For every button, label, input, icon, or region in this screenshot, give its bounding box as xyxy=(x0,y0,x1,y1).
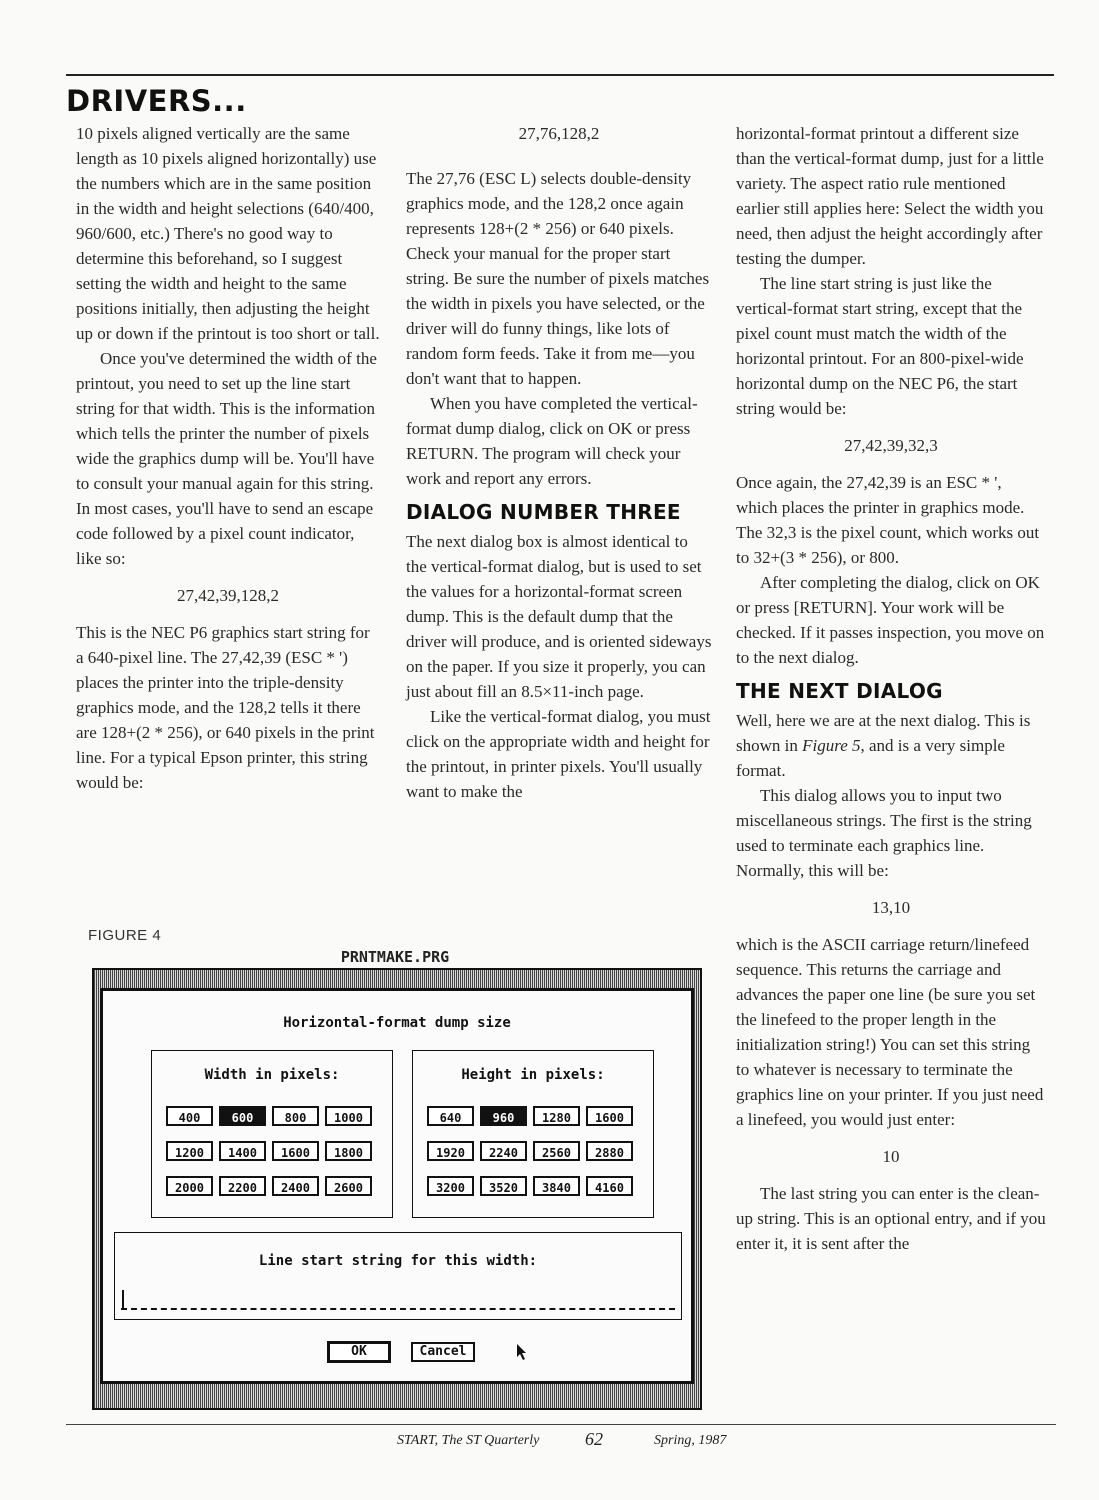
width-options xyxy=(166,1106,380,1196)
height-option-button[interactable]: 3520 xyxy=(480,1176,527,1196)
arrow-pointer-icon xyxy=(516,1343,528,1361)
code-string: 27,42,39,32,3 xyxy=(844,436,938,455)
height-option-button[interactable]: 3840 xyxy=(533,1176,580,1196)
height-options xyxy=(427,1106,641,1196)
width-option-button[interactable]: 2600 xyxy=(325,1176,372,1196)
code-string: 27,42,39,128,2 xyxy=(177,586,279,605)
paragraph: horizontal-format printout a different size than the vertical-format dump, just for a little variety. The aspect ratio rule mentioned earlier still applies here: Select the width you need, then adjust the height accordingly after testing the dumper. xyxy=(736,124,1044,268)
paragraph: This is the NEC P6 graphics start string for a 640-pixel line. The 27,42,39 (ESC * ') places the printer into the triple-density graphics mode, and the 128,2 tells it there are 128+(2 * 256), or 640 pixels in the print line. For a typical Epson printer, this string would be: xyxy=(76,623,375,792)
height-option-button[interactable]: 2880 xyxy=(586,1141,633,1161)
subheading: DIALOG NUMBER THREE xyxy=(406,500,681,524)
width-option-button[interactable]: 2400 xyxy=(272,1176,319,1196)
line-start-input[interactable] xyxy=(121,1296,675,1310)
width-option-button[interactable]: 2000 xyxy=(166,1176,213,1196)
paragraph: The line start string is just like the vertical-format start string, except that the pixel count must match the width of the horizontal printout. For an 800-pixel-wide horizontal dump on the NEC P6, the start string would be: xyxy=(736,274,1024,418)
paragraph: The 27,76 (ESC L) selects double-density graphics mode, and the 128,2 once again represents 128+(2 * 256) or 640 pixels. Check your manual for the proper start string. Be sure the number of pixels matches the width in pixels you have selected, or the driver will do funny things, like lots of random form feeds. Take it from me—you don't want that to happen. xyxy=(406,169,710,388)
code-string: 10 xyxy=(882,1147,900,1166)
paragraph: Once you've determined the width of the printout, you need to set up the line start string for that width. This is the information which tells the printer the number of pixels wide the graphics dump will be. You'll have to consult your manual again for this string. In most cases, you'll have to send an escape code followed by a pixel count indicator, like so: xyxy=(76,349,377,568)
width-option-button[interactable]: 1400 xyxy=(219,1141,266,1161)
bottom-rule xyxy=(66,1424,1056,1425)
line-start-group xyxy=(114,1232,682,1320)
paragraph: After completing the dialog, click on OK or press [RETURN]. Your work will be checked. If it passes inspection, you move on to the next dialog. xyxy=(736,573,1045,667)
dialog-title: Horizontal-format dump size xyxy=(283,1015,511,1031)
height-option-button[interactable]: 2240 xyxy=(480,1141,527,1161)
paragraph: The last string you can enter is the clean-up string. This is an optional entry, and if you enter it, it is sent after the xyxy=(736,1184,1046,1253)
width-option-button[interactable]: 1800 xyxy=(325,1141,372,1161)
width-option-button[interactable]: 1200 xyxy=(166,1141,213,1161)
page-number: 62 xyxy=(585,1429,603,1449)
footer-publication: START, The ST Quarterly xyxy=(397,1433,540,1448)
column-1 xyxy=(76,121,380,795)
subheading: THE NEXT DIALOG xyxy=(736,679,943,703)
dialog-box xyxy=(100,988,694,1384)
code-string: 27,76,128,2 xyxy=(518,124,600,143)
width-label: Width in pixels: xyxy=(204,1067,340,1083)
width-option-button[interactable]: 2200 xyxy=(219,1176,266,1196)
section-title: DRIVERS... xyxy=(66,84,247,118)
paragraph xyxy=(736,708,1046,783)
height-option-button[interactable]: 3200 xyxy=(427,1176,474,1196)
figure-dialog-screenshot xyxy=(88,948,702,1408)
height-option-button[interactable]: 4160 xyxy=(586,1176,633,1196)
height-group xyxy=(412,1050,654,1218)
height-label: Height in pixels: xyxy=(461,1067,605,1083)
paragraph: Once again, the 27,42,39 is an ESC * ', which places the printer in graphics mode. The 32,3 is the pixel count, which works out to 32+(3 * 256), or 800. xyxy=(736,473,1040,567)
height-option-button[interactable]: 1920 xyxy=(427,1141,474,1161)
width-group xyxy=(151,1050,393,1218)
column-2 xyxy=(406,121,712,804)
paragraph: 10 pixels aligned vertically are the same length as 10 pixels aligned horizontally) use the numbers which are in the same position in the width and height selections (640/400, 960/600, etc.) There's no good way to determine this beforehand, so I suggest setting the width and height to the same positions initially, then adjusting the height up or down if the printout is too short or tall. xyxy=(76,124,380,343)
text-run: Well, here we are at the next dialog. This is shown in xyxy=(736,711,1031,755)
height-option-button[interactable]: 1280 xyxy=(533,1106,580,1126)
paragraph: which is the ASCII carriage return/linefeed sequence. This returns the carriage and advances the paper one line (be sure you set the linefeed to the proper length in the initialization string!) You can set this string to whatever is necessary to terminate the graphics line on your printer. If you just need a linefeed, you would just enter: xyxy=(736,935,1044,1129)
height-option-button[interactable]: 2560 xyxy=(533,1141,580,1161)
cancel-button[interactable]: Cancel xyxy=(411,1342,475,1362)
width-option-button[interactable]: 1600 xyxy=(272,1141,319,1161)
column-3 xyxy=(736,121,1046,1256)
height-option-button[interactable]: 1600 xyxy=(586,1106,633,1126)
window-title: PRNTMAKE.PRG xyxy=(340,948,450,966)
text-run: , and is a very simple format. xyxy=(736,736,1005,780)
code-string: 13,10 xyxy=(871,898,911,917)
ok-button[interactable]: OK xyxy=(327,1341,391,1363)
width-option-button[interactable]: 600 xyxy=(219,1106,266,1126)
width-option-button[interactable]: 800 xyxy=(272,1106,319,1126)
paragraph: The next dialog box is almost identical to the vertical-format dialog, but is used to set the values for a horizontal-format screen dump. This is the default dump that the driver will produce, and is oriented sideways on the paper. If you size it properly, you can just about fill an 8.5×11-inch page. xyxy=(406,532,712,701)
paragraph: Like the vertical-format dialog, you must click on the appropriate width and height for the printout, in printer pixels. You'll usually want to make the xyxy=(406,707,711,801)
height-option-button[interactable]: 640 xyxy=(427,1106,474,1126)
width-option-button[interactable]: 400 xyxy=(166,1106,213,1126)
top-rule xyxy=(66,74,1054,76)
width-option-button[interactable]: 1000 xyxy=(325,1106,372,1126)
height-option-button[interactable]: 960 xyxy=(480,1106,527,1126)
paragraph: When you have completed the vertical-format dump dialog, click on OK or press RETURN. The program will check your work and report any errors. xyxy=(406,394,698,488)
footer-issue: Spring, 1987 xyxy=(654,1433,727,1448)
paragraph: This dialog allows you to input two miscellaneous strings. The first is the string used to terminate each graphics line. Normally, this will be: xyxy=(736,786,1032,880)
figure-reference: Figure 5 xyxy=(802,736,861,755)
figure-label: FIGURE 4 xyxy=(88,927,162,944)
line-start-label: Line start string for this width: xyxy=(258,1253,538,1269)
